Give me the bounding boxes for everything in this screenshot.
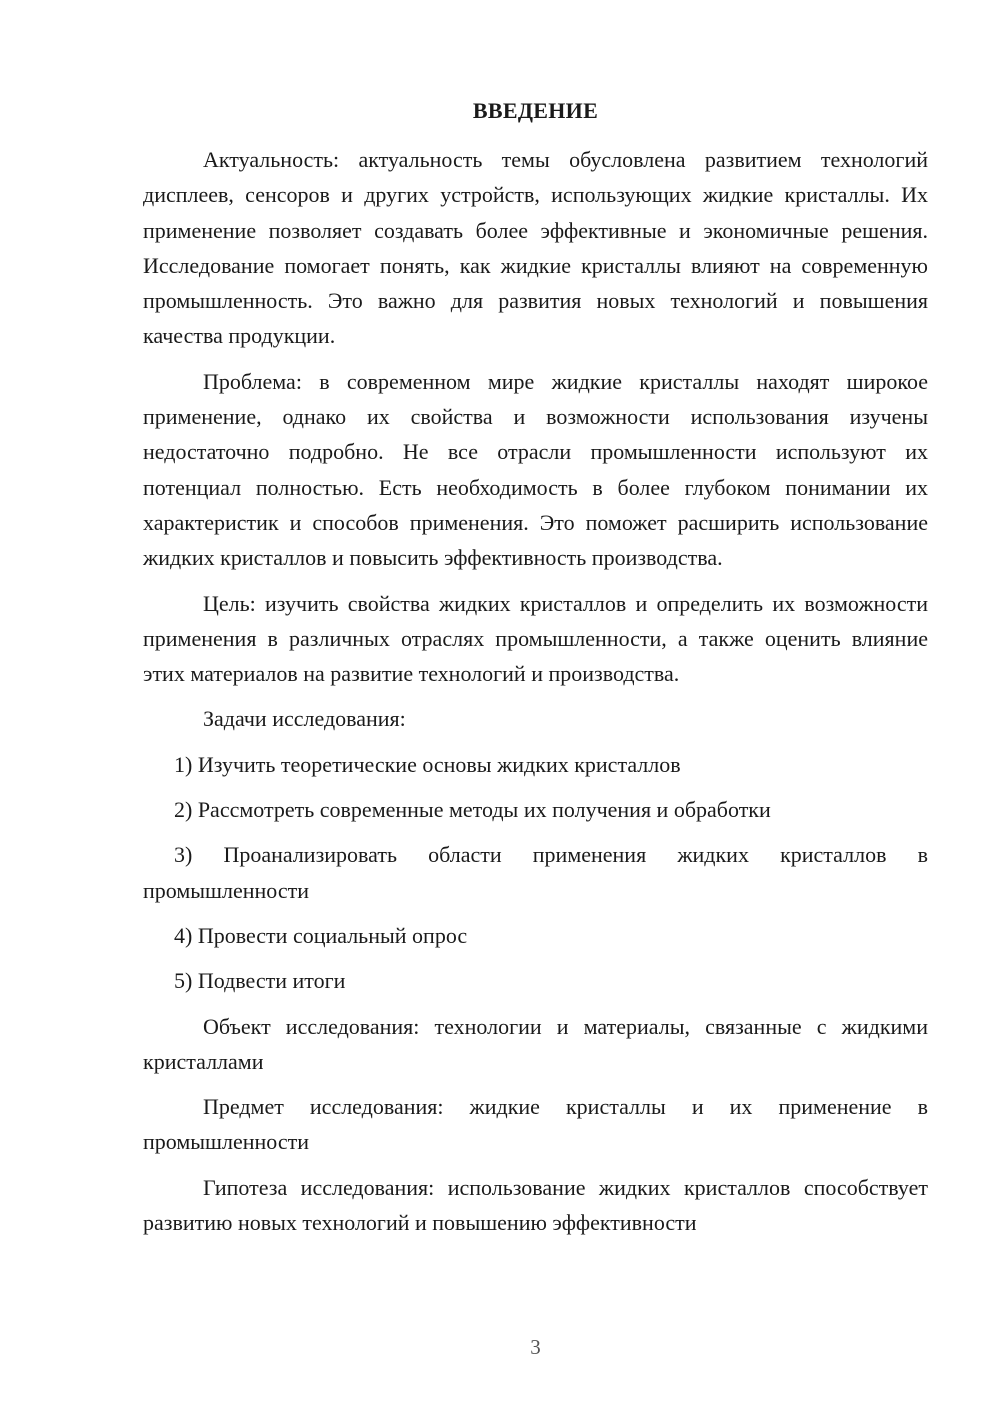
task-item-2: 2) Рассмотреть современные методы их получения и обработки [174, 797, 771, 823]
task-item-1: 1) Изучить теоретические основы жидких кристаллов [174, 751, 681, 777]
tasks-heading: Задачи исследования: [203, 706, 406, 732]
document-page [143, 0, 928, 1414]
task-item-3: 3) Проанализировать области применения жидких кристаллов в промышленности [143, 842, 928, 903]
document-body [143, 142, 928, 1250]
hypothesis-paragraph: Гипотеза исследования: использование жидких кристаллов способствует развитию новых технологий и повышению эффективности [143, 1174, 928, 1236]
subject-paragraph: Предмет исследования: жидкие кристаллы и их применение в промышленности [143, 1094, 928, 1155]
section-title: ВВЕДЕНИЕ [472, 98, 599, 123]
page-number: 3 [530, 1335, 541, 1359]
object-paragraph: Объект исследования: технологии и материалы, связанные с жидкими кристаллами [143, 1013, 928, 1074]
relevance-paragraph: Актуальность: актуальность темы обусловлена развитием технологий дисплеев, сенсоров и других устройств, использующих жидкие кристаллы. Их применение позволяет создавать более эффективные и экономичные решения. Исследование помогает понять, как жидкие кристаллы влияют на современную промышленность. Это важно для развития новых технологий и повышения качества продукции. [143, 147, 928, 349]
goal-paragraph: Цель: изучить свойства жидких кристаллов и определить их возможности применения в различных отраслях промышленности, а также оценить влияние этих материалов на развитие технологий и производства. [143, 590, 928, 687]
task-item-5: 5) Подвести итоги [174, 968, 346, 994]
task-item-4: 4) Провести социальный опрос [174, 922, 468, 948]
problem-paragraph: Проблема: в современном мире жидкие кристаллы находят широкое применение, однако их свойства и возможности использования изучены недостаточно подробно. Не все отрасли промышленности используют их потенциал полностью. Есть необходимость в более глубоком понимании их характеристик и способов применения. Это поможет расширить использование жидких кристаллов и повысить эффективность производства. [143, 368, 928, 571]
